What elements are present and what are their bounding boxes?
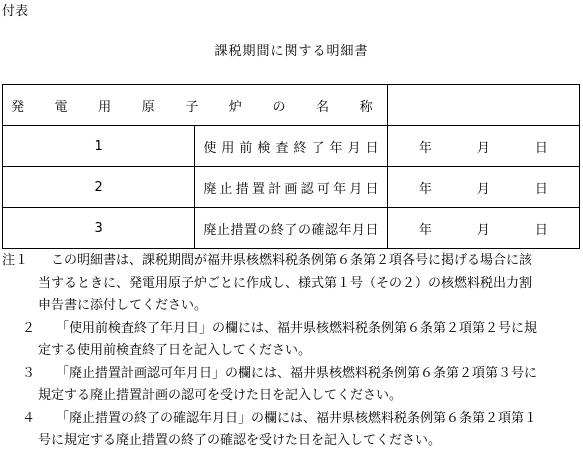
- reactor-name-value[interactable]: [387, 85, 579, 126]
- label-char: 認: [324, 222, 338, 238]
- label-char: 止: [216, 222, 230, 238]
- label-char: 廃: [203, 222, 217, 238]
- label-char: 名: [316, 99, 330, 115]
- label-char: 子: [185, 99, 199, 115]
- notes-section: [2, 250, 580, 453]
- label-char: 電: [54, 99, 68, 115]
- label-char: 計: [268, 181, 282, 197]
- label-char: 年: [329, 140, 343, 156]
- row-label-text: [195, 137, 386, 156]
- label-char: の: [257, 222, 271, 238]
- month-label: 月: [476, 181, 490, 197]
- label-char: 了: [311, 140, 325, 156]
- note-4: [2, 408, 580, 453]
- table-row-reactor-name: [3, 85, 580, 126]
- label-char: 止: [219, 181, 233, 197]
- label-char: 確: [311, 222, 325, 238]
- note-marker: ４: [22, 410, 36, 426]
- label-char: 置: [243, 222, 257, 238]
- month-label: 月: [476, 140, 490, 156]
- note-1: [2, 250, 580, 318]
- label-char: 終: [293, 140, 307, 156]
- note-marker: ３: [22, 365, 36, 381]
- detail-table: [2, 84, 580, 249]
- label-char: 日: [365, 181, 379, 197]
- label-char: 可: [316, 181, 330, 197]
- row-label-decommission-completion-date: [195, 208, 387, 249]
- note-marker: ２: [22, 320, 36, 336]
- label-char: 用: [221, 140, 235, 156]
- row-label-inspection-end-date: [195, 126, 387, 167]
- day-label: 日: [534, 222, 548, 238]
- label-char: の: [297, 222, 311, 238]
- row-label-decommission-plan-approval-date: [195, 167, 387, 208]
- note-2: [2, 318, 580, 363]
- label-char: 月: [349, 181, 363, 197]
- row-label-text: [195, 219, 386, 238]
- reactor-name-label-text: [3, 96, 387, 115]
- note-line: 「廃止措置の終了の確認年月日」の欄には、福井県核燃料税条例第６条第２項第１: [56, 410, 538, 426]
- note-3: [2, 363, 580, 408]
- label-char: 終: [270, 222, 284, 238]
- row-number: 1: [3, 126, 195, 167]
- label-char: 画: [284, 181, 298, 197]
- month-label: 月: [476, 222, 490, 238]
- label-char: 措: [230, 222, 244, 238]
- note-line: 申告書に添付してください。: [38, 298, 208, 313]
- label-char: 廃: [203, 181, 217, 197]
- label-char: 前: [239, 140, 253, 156]
- day-label: 日: [534, 181, 548, 197]
- note-line: 「廃止措置計画認可年月日」の欄には、福井県核燃料税条例第６条第２項第３号に: [56, 365, 538, 381]
- date-value-cell[interactable]: [387, 126, 579, 167]
- year-label: 年: [418, 140, 432, 156]
- label-char: 年: [333, 181, 347, 197]
- document-title: 課税期間に関する明細書: [214, 44, 369, 59]
- note-line: 当するときに、発電用原子炉ごとに作成し、様式第１号（その２）の核燃料税出力割: [38, 275, 533, 291]
- note-line: 定する使用前検査終了日を記入してください。: [38, 343, 312, 358]
- label-char: 認: [300, 181, 314, 197]
- label-char: 日: [365, 140, 379, 156]
- label-char: の: [272, 99, 286, 115]
- table-row: [3, 126, 580, 167]
- note-line: 「使用前検査終了年月日」の欄には、福井県核燃料税条例第６条第２項第２号に規: [56, 320, 538, 336]
- label-char: 年: [338, 222, 352, 238]
- label-char: 査: [275, 140, 289, 156]
- form-attachment-label: 付表: [2, 4, 29, 19]
- note-marker: 注１: [2, 253, 29, 268]
- reactor-name-label: [3, 85, 388, 126]
- date-value-cell[interactable]: [387, 208, 579, 249]
- label-char: 称: [359, 99, 373, 115]
- year-label: 年: [418, 181, 432, 197]
- label-char: 検: [257, 140, 271, 156]
- row-label-text: [195, 178, 386, 197]
- label-char: 措: [235, 181, 249, 197]
- day-label: 日: [534, 140, 548, 156]
- date-value-cell[interactable]: [387, 167, 579, 208]
- label-char: 使: [203, 140, 217, 156]
- label-char: 原: [141, 99, 155, 115]
- note-line: この明細書は、課税期間が福井県核燃料税条例第６条第２項各号に掲げる場合に該: [38, 253, 533, 268]
- label-char: 炉: [228, 99, 242, 115]
- label-char: 了: [284, 222, 298, 238]
- label-char: 置: [251, 181, 265, 197]
- label-char: 月: [347, 140, 361, 156]
- note-line: 規定する廃止措置計画の認可を受けた日を記入してください。: [38, 388, 403, 403]
- row-number: 3: [3, 208, 195, 249]
- year-label: 年: [418, 222, 432, 238]
- label-char: 用: [98, 99, 112, 115]
- table-row: [3, 208, 580, 249]
- label-char: 月: [352, 222, 366, 238]
- row-number: 2: [3, 167, 195, 208]
- note-line: 号に規定する廃止措置の終了の確認を受けた日を記入してください。: [38, 433, 442, 448]
- label-char: 日: [365, 222, 379, 238]
- label-char: 発: [11, 99, 25, 115]
- table-row: [3, 167, 580, 208]
